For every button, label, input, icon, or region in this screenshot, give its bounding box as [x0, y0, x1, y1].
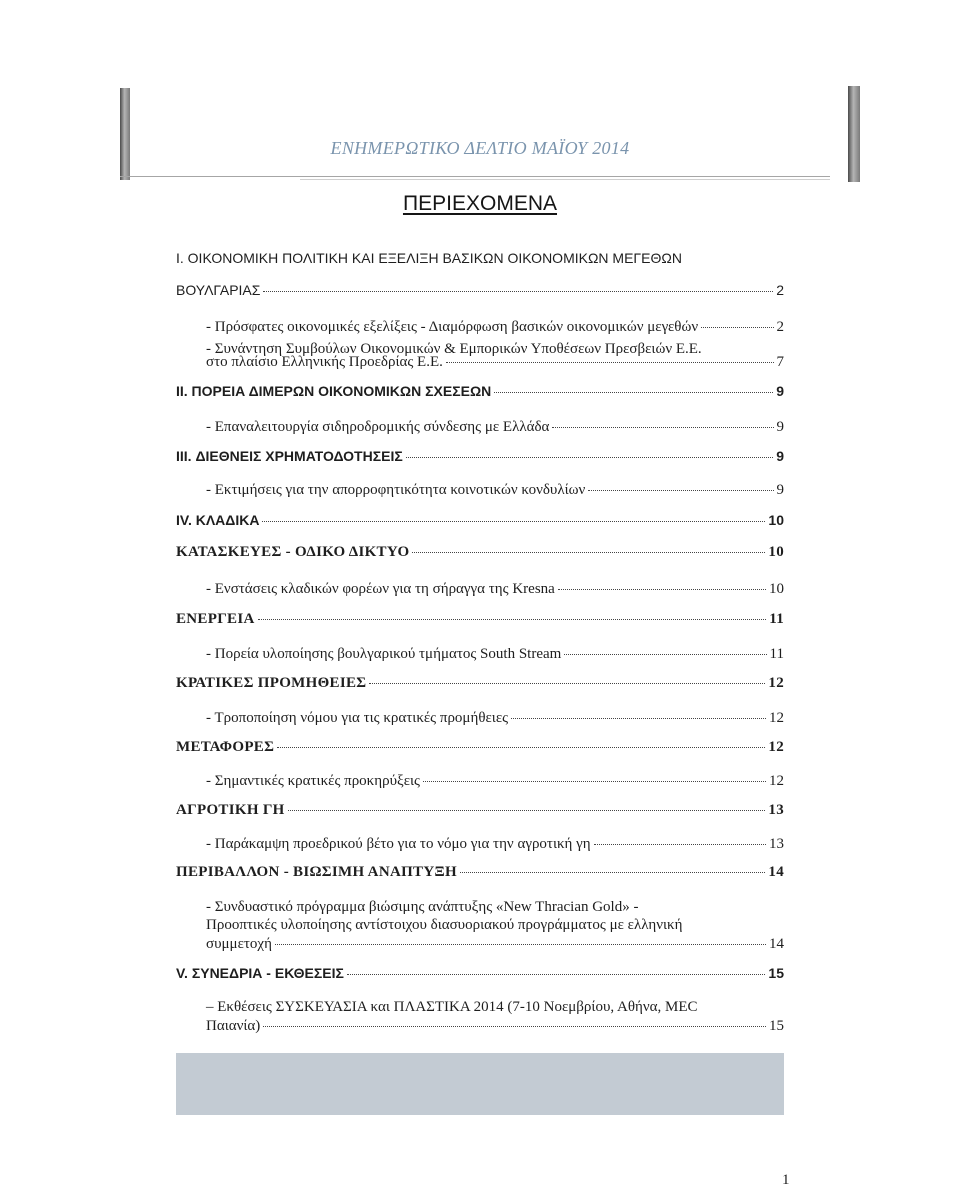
page-ref: 15 [769, 1018, 784, 1034]
page-ref: 14 [769, 936, 784, 952]
toc-item-advisors-meeting[interactable]: - Συνάντηση Συμβούλων Οικονομικών & Εμπορικών Υποθέσεων Πρεσβειών Ε.Ε. [206, 341, 702, 357]
page-ref: 15 [768, 965, 784, 981]
toc-item-exhibitions[interactable]: – Εκθέσεις ΣΥΣΚΕΥΑΣΙΑ και ΠΛΑΣΤΙΚΑ 2014 (7-10 Νοεμβρίου, Αθήνα, MEC [206, 999, 698, 1015]
page-number: 1 [782, 1172, 790, 1188]
leader-dots [347, 974, 765, 975]
toc-category-title: ΚΡΑΤΙΚΕΣ ΠΡΟΜΗΘΕΙΕΣ [176, 675, 367, 691]
page-ref: 11 [769, 646, 784, 662]
toc-item-railway[interactable] [206, 418, 784, 436]
page-ref: 10 [769, 581, 784, 597]
page-ref: 13 [769, 836, 784, 852]
toc-item-label: - Επαναλειτουργία σιδηροδρομικής σύνδεσης με Ελλάδα [206, 419, 550, 435]
leader-dots [494, 392, 773, 393]
leader-dots [275, 944, 766, 945]
page-ref: 10 [768, 544, 784, 560]
toc-category-energy[interactable] [176, 610, 784, 628]
toc-section-title: V. ΣΥΝΕΔΡΙΑ - ΕΚΘΕΣΕΙΣ [176, 965, 344, 981]
page-ref: 14 [768, 864, 784, 880]
toc-item-label: - Πρόσφατες οικονομικές εξελίξεις - Διαμόρφωση βασικών οικονομικών μεγεθών [206, 319, 699, 335]
toc-item-tenders[interactable] [206, 772, 784, 790]
toc-item-label: Παιανία) [206, 1018, 261, 1034]
toc-item-presidential-veto[interactable] [206, 835, 784, 853]
toc-category-environment[interactable] [176, 863, 784, 881]
toc-category-construction[interactable] [176, 543, 784, 561]
page-ref: 9 [776, 448, 784, 464]
leader-dots [446, 362, 774, 363]
toc-category-title: ΠΕΡΙΒΑΛΛΟΝ - ΒΙΩΣΙΜΗ ΑΝΑΠΤΥΞΗ [176, 864, 457, 880]
leader-dots [262, 521, 765, 522]
leader-dots [369, 683, 765, 684]
toc-item-label: στο πλαίσιο Ελληνικής Προεδρίας Ε.Ε. [206, 354, 443, 370]
leader-dots [511, 718, 766, 719]
toc-section-1-entry[interactable] [176, 281, 784, 299]
page-ref: 9 [776, 383, 784, 399]
toc-item-kresna[interactable] [206, 580, 784, 598]
toc-item-label: - Παράκαμψη προεδρικού βέτο για το νόμο για την αγροτική γη [206, 836, 591, 852]
toc-heading: ΠΕΡΙΕΧΟΜΕΝΑ [402, 192, 558, 215]
page-ref: 9 [776, 419, 784, 435]
toc-category-procurement[interactable] [176, 674, 784, 692]
toc-item-label: - Εκτιμήσεις για την απορροφητικότητα κοινοτικών κονδυλίων [206, 482, 586, 498]
page-ref: 7 [776, 354, 784, 370]
toc-section-title: III. ΔΙΕΘΝΕΙΣ ΧΡΗΜΑΤΟΔΟΤΗΣΕΙΣ [176, 448, 403, 464]
leader-dots [588, 490, 773, 491]
toc-item-label: - Σημαντικές κρατικές προκηρύξεις [206, 773, 420, 789]
toc-item-thracian-gold-end[interactable] [206, 935, 784, 953]
page-ref: 12 [769, 710, 784, 726]
toc-item-thracian-gold-cont[interactable]: Προοπτικές υλοποίησης αντίστοιχου διασυοριακού προγράμματος με ελληνική [206, 917, 683, 933]
toc-item-advisors-meeting-cont[interactable] [206, 353, 784, 371]
toc-section-title: II. ΠΟΡΕΙΑ ΔΙΜΕΡΩΝ ΟΙΚΟΝΟΜΙΚΩΝ ΣΧΕΣΕΩΝ [176, 383, 492, 399]
leader-dots [564, 654, 766, 655]
toc-section-5[interactable] [176, 964, 784, 982]
page-ref: 12 [768, 675, 784, 691]
toc-item-label: - Τροποποίηση νόμου για τις κρατικές προμήθειες [206, 710, 509, 726]
toc-section-title: IV. ΚΛΑΔΙΚΑ [176, 512, 260, 528]
page-ref: 9 [776, 482, 784, 498]
page-ref: 12 [769, 773, 784, 789]
toc-item-label: - Ενστάσεις κλαδικών φορέων για τη σήραγγα της Kresna [206, 581, 555, 597]
leader-dots [263, 291, 773, 292]
leader-dots [594, 844, 766, 845]
page-ref: 10 [768, 512, 784, 528]
leader-dots [412, 552, 765, 553]
footer-decorative-strip [176, 1053, 784, 1115]
toc-section-4[interactable] [176, 511, 784, 529]
page-ref: 2 [776, 319, 784, 335]
toc-category-title: ΚΑΤΑΣΚΕΥΕΣ - ΟΔΙΚΟ ΔΙΚΤΥΟ [176, 544, 410, 560]
toc-item-label: συμμετοχή [206, 936, 272, 952]
toc-section-1-title[interactable]: I. ΟΙΚΟΝΟΜΙΚΗ ΠΟΛΙΤΙΚΗ ΚΑΙ ΕΞΕΛΙΞΗ ΒΑΣΙΚΩΝ ΟΙΚΟΝΟΜΙΚΩΝ ΜΕΓΕΘΩΝ [176, 250, 682, 266]
leader-dots [288, 810, 766, 811]
toc-item-exhibitions-cont[interactable] [206, 1017, 784, 1035]
leader-dots [423, 781, 766, 782]
leader-dots [263, 1026, 766, 1027]
toc-item-south-stream[interactable] [206, 645, 784, 663]
toc-section-2[interactable] [176, 382, 784, 400]
toc-category-transport[interactable] [176, 738, 784, 756]
toc-section-3[interactable] [176, 447, 784, 465]
page-ref: 2 [776, 282, 784, 298]
toc-item-thracian-gold[interactable]: - Συνδυαστικό πρόγραμμα βιώσιμης ανάπτυξης «New Thracian Gold» - [206, 899, 639, 915]
document-header-title: ΕΝΗΜΕΡΩΤΙΚΟ ΔΕΛΤΙΟ ΜΑΪΟΥ 2014 [330, 138, 630, 158]
leader-dots [258, 619, 767, 620]
page-ref: 11 [769, 611, 784, 627]
toc-category-title: ΑΓΡΟΤΙΚΗ ΓΗ [176, 802, 285, 818]
page-ref: 12 [768, 739, 784, 755]
leader-dots [558, 589, 766, 590]
page-ref: 13 [768, 802, 784, 818]
leader-dots [552, 427, 773, 428]
toc-category-agricultural-land[interactable] [176, 801, 784, 819]
toc-item-label: - Πορεία υλοποίησης βουλγαρικού τμήματος South Stream [206, 646, 562, 662]
toc-item-procurement-law[interactable] [206, 709, 784, 727]
toc-section-1-title-cont: ΒΟΥΛΓΑΡΙΑΣ [176, 282, 261, 298]
toc-category-title: ΕΝΕΡΓΕΙΑ [176, 611, 255, 627]
leader-dots [406, 457, 773, 458]
leader-dots [277, 747, 765, 748]
leader-dots [460, 872, 765, 873]
toc-item-eu-funds[interactable] [206, 481, 784, 499]
toc-category-title: ΜΕΤΑΦΟΡΕΣ [176, 739, 275, 755]
toc-item-economic-developments[interactable] [206, 318, 784, 336]
leader-dots [701, 327, 773, 328]
